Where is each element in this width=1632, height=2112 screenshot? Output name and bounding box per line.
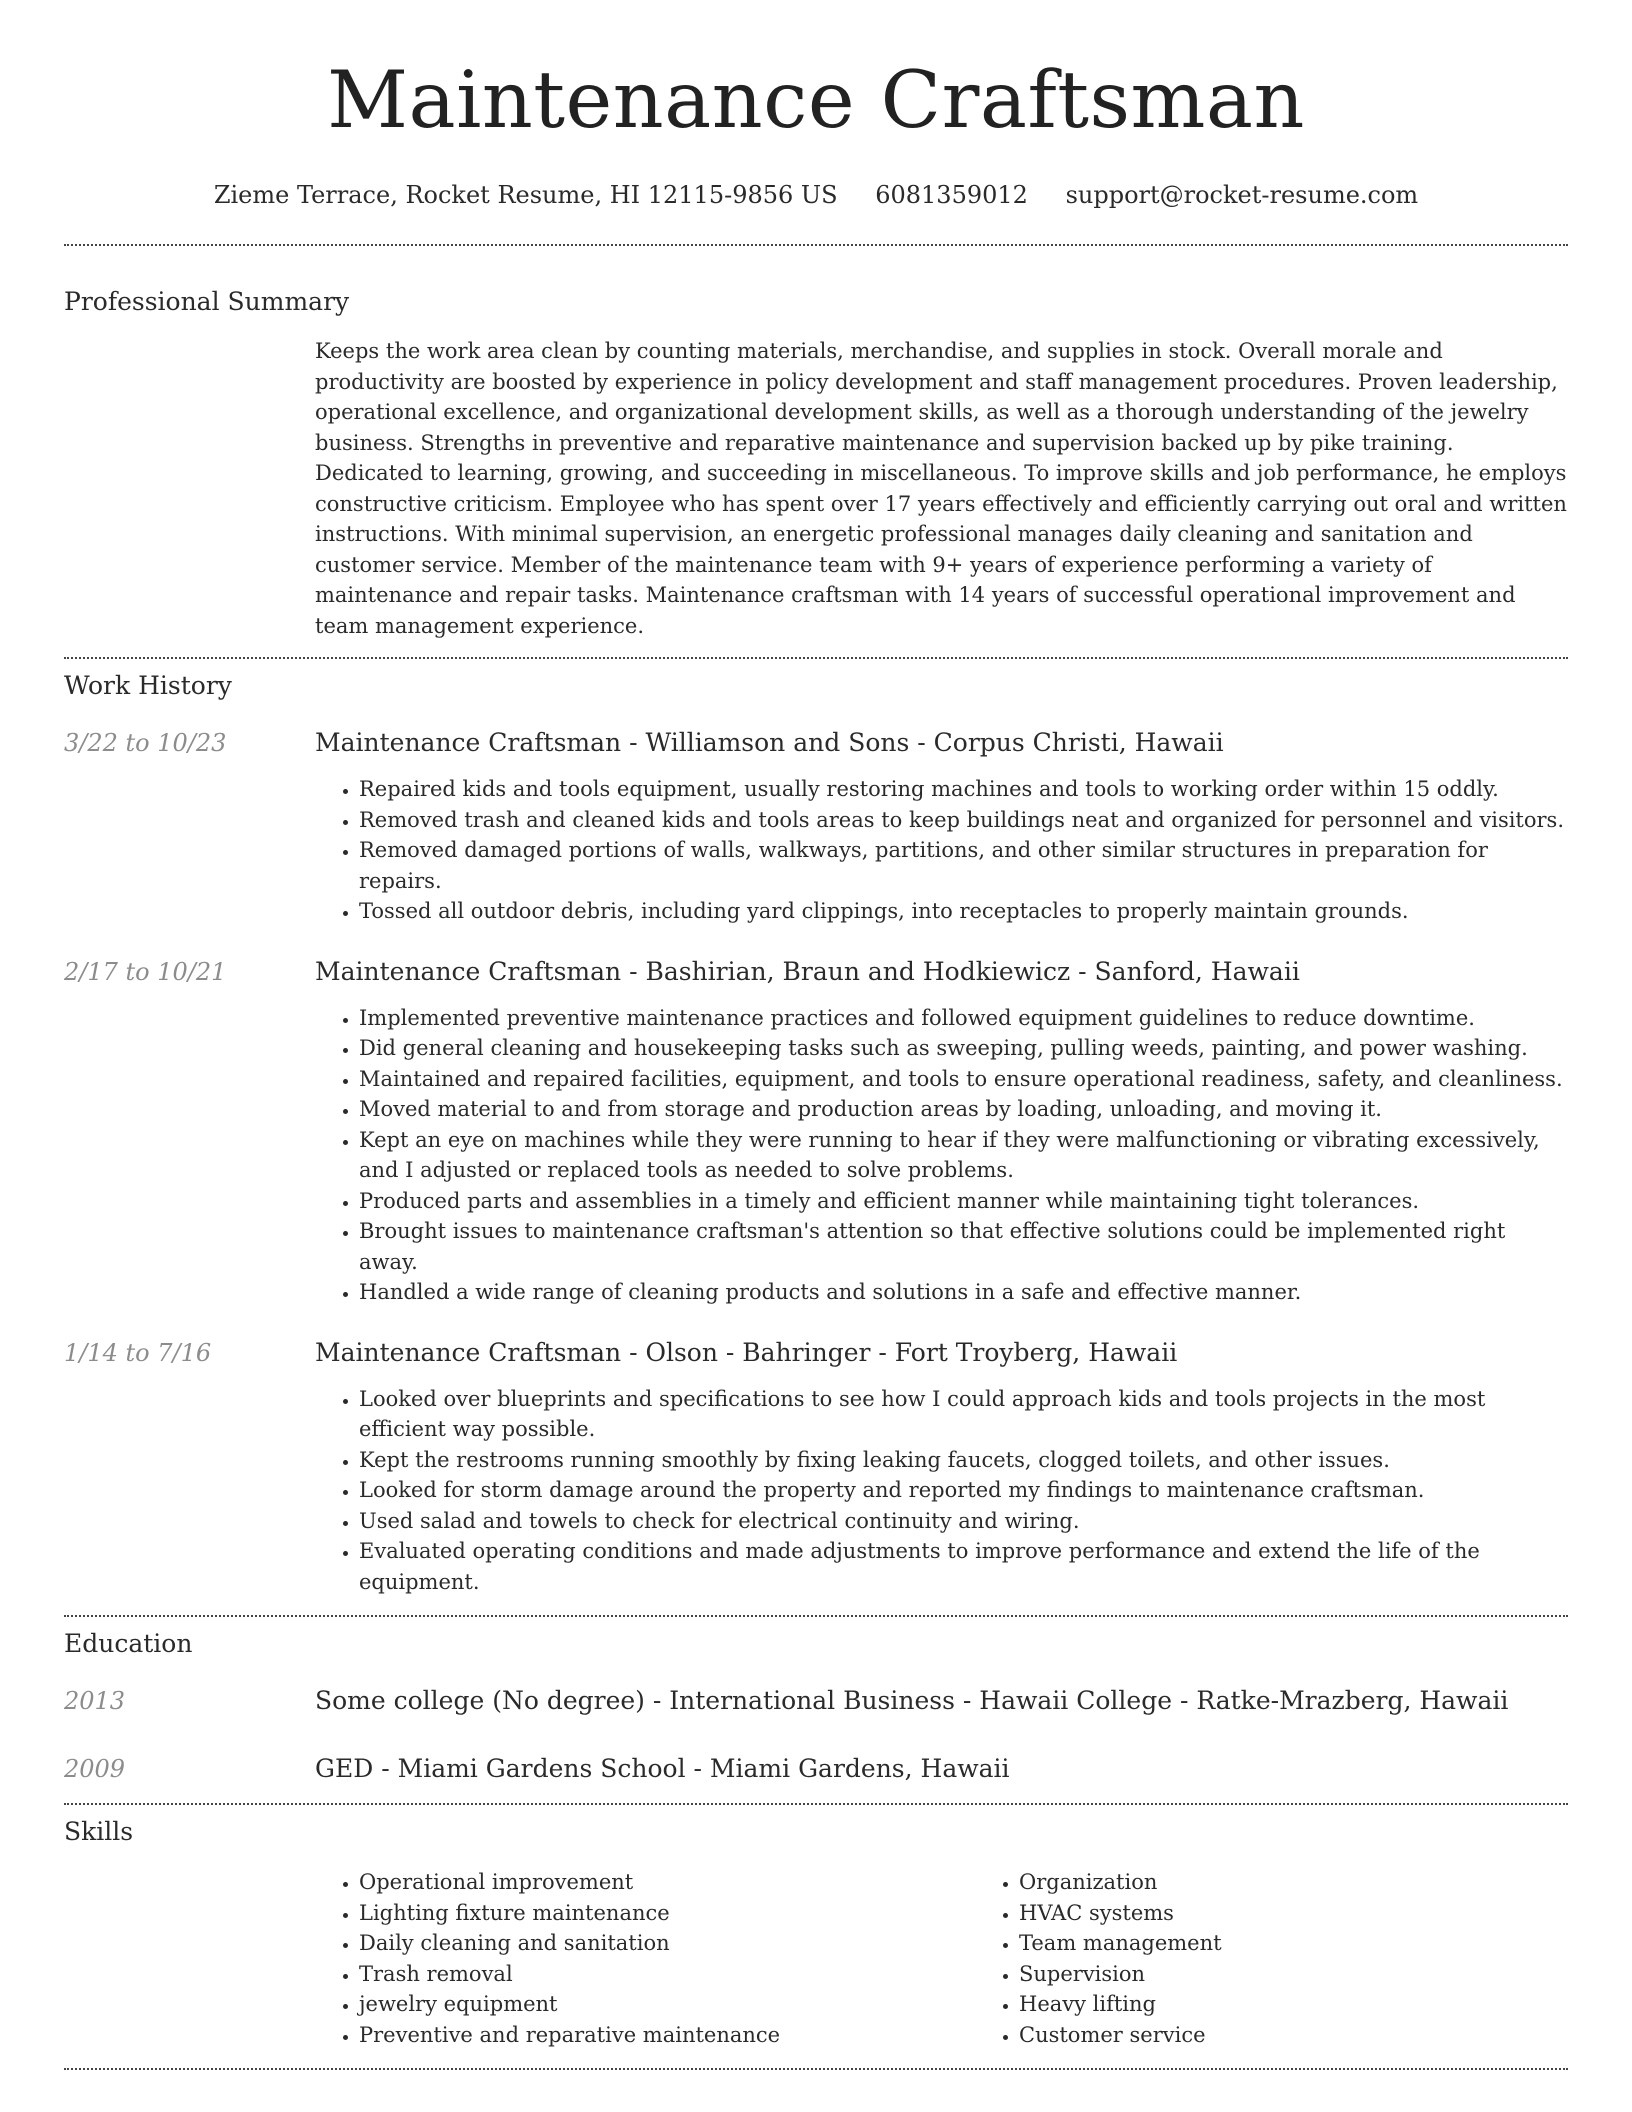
job-bullet: • Used salad and towels to check for electrical continuity and wiring. [359, 1506, 1568, 1537]
job-bullets [315, 1003, 1568, 1308]
job-bullet: • Did general cleaning and housekeeping tasks such as sweeping, pulling weeds, painting, and power washing. [359, 1033, 1568, 1064]
skills-list-right [975, 1867, 1568, 2050]
job-bullet: • Tossed all outdoor debris, including yard clippings, into receptacles to properly maintain grounds. [359, 896, 1568, 927]
job-entry [64, 1337, 1568, 1369]
skill-item: • Supervision [1019, 1959, 1568, 1990]
job-bullet: • Repaired kids and tools equipment, usually restoring machines and tools to working order within 15 oddly. [359, 774, 1568, 805]
skill-item: • jewelry equipment [359, 1989, 975, 2020]
job-bullet: • Implemented preventive maintenance practices and followed equipment guidelines to reduce downtime. [359, 1003, 1568, 1034]
job-bullet: • Maintained and repaired facilities, equipment, and tools to ensure operational readiness, safety, and cleanliness. [359, 1064, 1568, 1095]
job-bullet: • Looked for storm damage around the property and reported my findings to maintenance craftsman. [359, 1475, 1568, 1506]
skill-item: • HVAC systems [1019, 1898, 1568, 1929]
contact-phone: 6081359012 [875, 181, 1028, 209]
skill-item: • Daily cleaning and sanitation [359, 1928, 975, 1959]
candidate-name: Maintenance Craftsman [327, 54, 1305, 146]
job-bullets [315, 1384, 1568, 1598]
job-bullet: • Brought issues to maintenance craftsman's attention so that effective solutions could be implemented right away. [359, 1216, 1568, 1277]
summary-divider [64, 657, 1568, 659]
contact-email: support@rocket-resume.com [1065, 181, 1419, 209]
job-dates: 1/14 to 7/16 [64, 1338, 212, 1367]
skill-item: • Operational improvement [359, 1867, 975, 1898]
education-entry [64, 1753, 1568, 1785]
skills-list-left [315, 1867, 975, 2050]
skill-item: • Customer service [1019, 2020, 1568, 2051]
education-divider [64, 1803, 1568, 1805]
job-heading: Maintenance Craftsman - Bashirian, Braun and Hodkiewicz - Sanford, Hawaii [315, 956, 1300, 986]
summary-text: Keeps the work area clean by counting materials, merchandise, and supplies in stock. Overall morale and productivity are boosted by experience in policy development and staff management procedures. Proven leadership, operational excellence, and organizational development skills, as well as a thorough understanding of the jewelry business. Strengths in preventive and reparative maintenance and supervision backed up by pike training. Dedicated to learning, growing, and succeeding in miscellaneous. To improve skills and job performance, he employs constructive criticism. Employee who has spent over 17 years effectively and efficiently carrying out oral and written instructions. With minimal supervision, an energetic professional manages daily cleaning and sanitation and customer service. Member of the maintenance team with 9+ years of experience performing a variety of maintenance and repair tasks. Maintenance craftsman with 14 years of successful operational improvement and team management experience. [315, 339, 1567, 638]
contact-address: Zieme Terrace, Rocket Resume, HI 12115-9856 US [213, 181, 838, 209]
job-bullet: • Removed damaged portions of walls, walkways, partitions, and other similar structures in preparation for repairs. [359, 835, 1568, 896]
job-bullet: • Looked over blueprints and specifications to see how I could approach kids and tools projects in the most efficient way possible. [359, 1384, 1568, 1445]
skills-section-title: Skills [64, 1817, 134, 1846]
job-bullet: • Removed trash and cleaned kids and tools areas to keep buildings neat and organized for personnel and visitors. [359, 805, 1568, 836]
job-bullet: • Produced parts and assemblies in a timely and efficient manner while maintaining tight tolerances. [359, 1186, 1568, 1217]
summary-section-title: Professional Summary [64, 287, 350, 316]
education-year: 2013 [64, 1687, 126, 1715]
header-divider [64, 244, 1568, 246]
skill-item: • Trash removal [359, 1959, 975, 1990]
summary-row [64, 336, 1568, 641]
job-bullet: • Kept an eye on machines while they were running to hear if they were malfunctioning or vibrating excessively, and I adjusted or replaced tools as needed to solve problems. [359, 1125, 1568, 1186]
job-bullet: • Evaluated operating conditions and made adjustments to improve performance and extend the life of the equipment. [359, 1536, 1568, 1597]
work-section-title: Work History [64, 671, 232, 700]
contact-line [64, 180, 1568, 210]
education-section-title: Education [64, 1629, 193, 1658]
education-year: 2009 [64, 1755, 126, 1783]
job-bullets [315, 774, 1568, 927]
skill-item: • Team management [1019, 1928, 1568, 1959]
job-heading: Maintenance Craftsman - Williamson and Sons - Corpus Christi, Hawaii [315, 728, 1224, 757]
skill-item: • Preventive and reparative maintenance [359, 2020, 975, 2051]
job-bullet: • Moved material to and from storage and production areas by loading, unloading, and moving it. [359, 1094, 1568, 1125]
job-dates: 3/22 to 10/23 [64, 729, 227, 757]
education-heading: Some college (No degree) - International Business - Hawaii College - Ratke-Mrazberg, Hawaii [315, 1686, 1509, 1715]
skill-item: • Heavy lifting [1019, 1989, 1568, 2020]
skills-grid [315, 1867, 1568, 2050]
education-heading: GED - Miami Gardens School - Miami Gardens, Hawaii [315, 1754, 1010, 1783]
education-entry [64, 1685, 1568, 1717]
job-entry [64, 727, 1568, 759]
job-entry [64, 956, 1568, 988]
skill-item: • Organization [1019, 1867, 1568, 1898]
skill-item: • Lighting fixture maintenance [359, 1898, 975, 1929]
job-bullet: • Kept the restrooms running smoothly by fixing leaking faucets, clogged toilets, and other issues. [359, 1445, 1568, 1476]
work-divider [64, 1615, 1568, 1617]
skills-divider [64, 2068, 1568, 2070]
job-dates: 2/17 to 10/21 [64, 957, 227, 986]
job-bullet: • Handled a wide range of cleaning products and solutions in a safe and effective manner. [359, 1277, 1568, 1308]
job-heading: Maintenance Craftsman - Olson - Bahringer - Fort Troyberg, Hawaii [315, 1337, 1178, 1367]
